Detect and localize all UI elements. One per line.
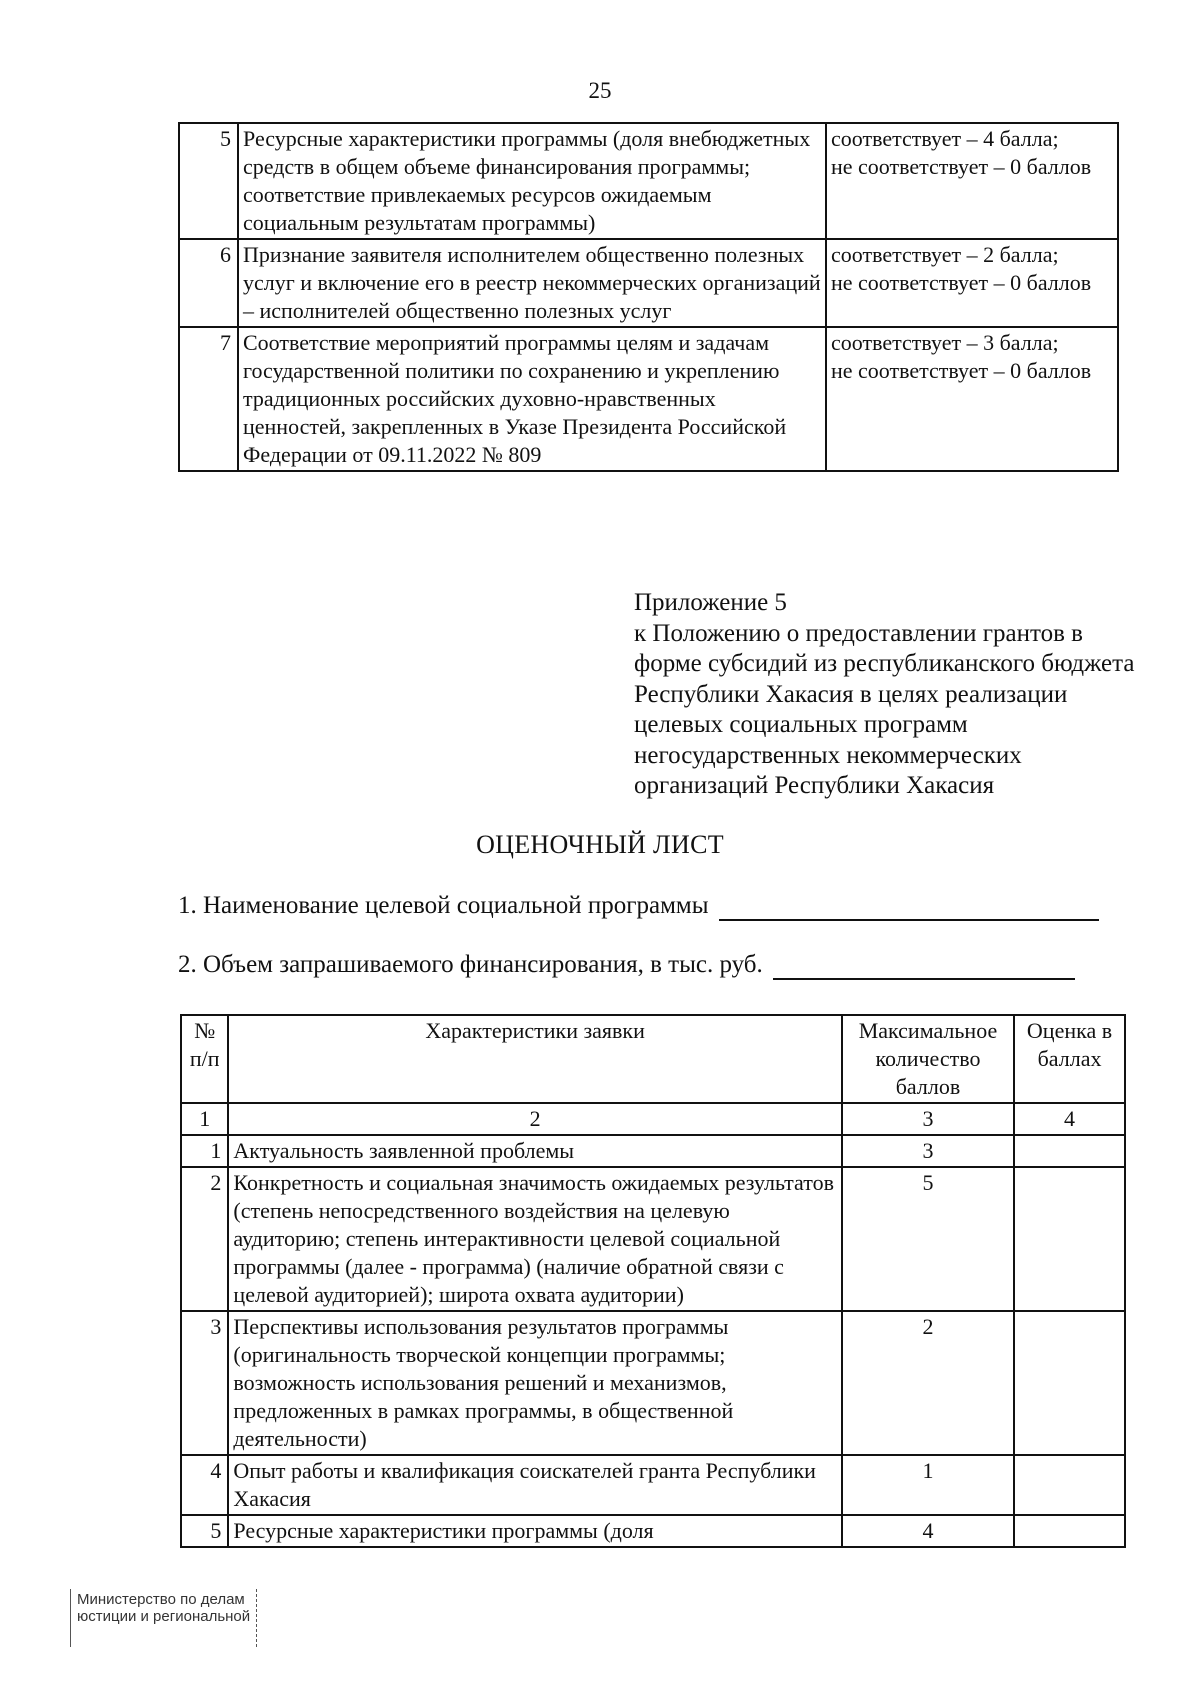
criterion-text: Ресурсные характеристики программы (доля внебюджетных средств в общем объеме финансирования программы; соответствие привлекаемых ресурсов ожидаемым социальным результатам программы) [238,123,826,239]
column-index: 1 [181,1103,228,1135]
score-cell[interactable] [1014,1135,1125,1167]
max-points: 3 [842,1135,1014,1167]
criterion-text: Опыт работы и квалификация соискателей гранта Республики Хакасия [228,1455,841,1515]
table-row [181,1167,1125,1311]
row-number: 6 [179,239,238,327]
row-number: 7 [179,327,238,471]
header-criteria: Характеристики заявки [228,1015,841,1103]
table-row [181,1455,1125,1515]
table-row [181,1515,1125,1547]
max-points: 1 [842,1455,1014,1515]
column-index: 4 [1014,1103,1125,1135]
header-max-points: Максимальное количество баллов [842,1015,1014,1103]
max-points: 5 [842,1167,1014,1311]
row-number: 4 [181,1455,228,1515]
table-row [181,1311,1125,1455]
stamp-line: юстиции и региональной [77,1608,251,1625]
score-rule [826,123,1118,239]
score-cell[interactable] [1014,1311,1125,1455]
score-rule-yes: соответствует – 2 балла; [831,242,1059,267]
criterion-text: Актуальность заявленной проблемы [228,1135,841,1167]
appendix-text: к Положению о предоставлении грантов в форме субсидий из республиканского бюджета Республики Хакасия в целях реализации целевых социальных программ негосударственных некоммерческих организаций Республики Хакасия [634,619,1135,799]
row-number: 5 [179,123,238,239]
score-rule [826,239,1118,327]
page-number: 25 [588,78,612,103]
criterion-text: Конкретность и социальная значимость ожидаемых результатов (степень непосредственного воздействия на целевую аудиторию; степень интерактивности целевой социальной программы (далее - программа) (наличие обратной связи с целевой аудиторией); широта охвата аудитории) [228,1167,841,1311]
row-number: 1 [181,1135,228,1167]
max-points: 4 [842,1515,1014,1547]
score-rule-no: не соответствует – 0 баллов [831,154,1092,179]
ministry-stamp [70,1589,257,1647]
max-points: 2 [842,1311,1014,1455]
criterion-text: Признание заявителя исполнителем общественно полезных услуг и включение его в реестр некоммерческих организаций – исполнителей общественно полезных услуг [238,239,826,327]
column-index: 2 [228,1103,841,1135]
criteria-table-continuation [178,122,1119,472]
program-name-blank[interactable] [719,897,1099,921]
program-name-field [178,891,1099,921]
header-score: Оценка в баллах [1014,1015,1125,1103]
score-rule-no: не соответствует – 0 баллов [831,270,1092,295]
funding-amount-label: 2. Объем запрашиваемого финансирования, в тыс. руб. [178,951,763,978]
appendix-header [634,588,1154,802]
score-cell[interactable] [1014,1515,1125,1547]
score-cell[interactable] [1014,1167,1125,1311]
funding-amount-field [178,950,1075,980]
table-row [179,239,1118,327]
row-number: 5 [181,1515,228,1547]
table-row [179,327,1118,471]
score-cell[interactable] [1014,1455,1125,1515]
score-rule-yes: соответствует – 3 балла; [831,330,1059,355]
score-rule [826,327,1118,471]
header-number: № п/п [181,1015,228,1103]
column-index: 3 [842,1103,1014,1135]
row-number: 2 [181,1167,228,1311]
row-number: 3 [181,1311,228,1455]
evaluation-table [180,1014,1126,1548]
program-name-label: 1. Наименование целевой социальной программы [178,892,709,919]
table-header-row [181,1015,1125,1103]
score-rule-no: не соответствует – 0 баллов [831,358,1092,383]
score-rule-yes: соответствует – 4 балла; [831,126,1059,151]
stamp-line: Министерство по делам [77,1591,245,1608]
criterion-text: Перспективы использования результатов программы (оригинальность творческой концепции программы; возможность использования решений и механизмов, предложенных в рамках программы, в общественной деятельности) [228,1311,841,1455]
criterion-text: Ресурсные характеристики программы (доля [228,1515,841,1547]
criterion-text: Соответствие мероприятий программы целям и задачам государственной политики по сохранению и укреплению традиционных российских духовно-нравственных ценностей, закрепленных в Указе Президента Российской Федерации от 09.11.2022 № 809 [238,327,826,471]
table-row [181,1135,1125,1167]
table-row [179,123,1118,239]
appendix-title: Приложение 5 [634,589,787,616]
funding-amount-blank[interactable] [773,956,1075,980]
form-title: ОЦЕНОЧНЫЙ ЛИСТ [476,830,724,859]
column-index-row [181,1103,1125,1135]
